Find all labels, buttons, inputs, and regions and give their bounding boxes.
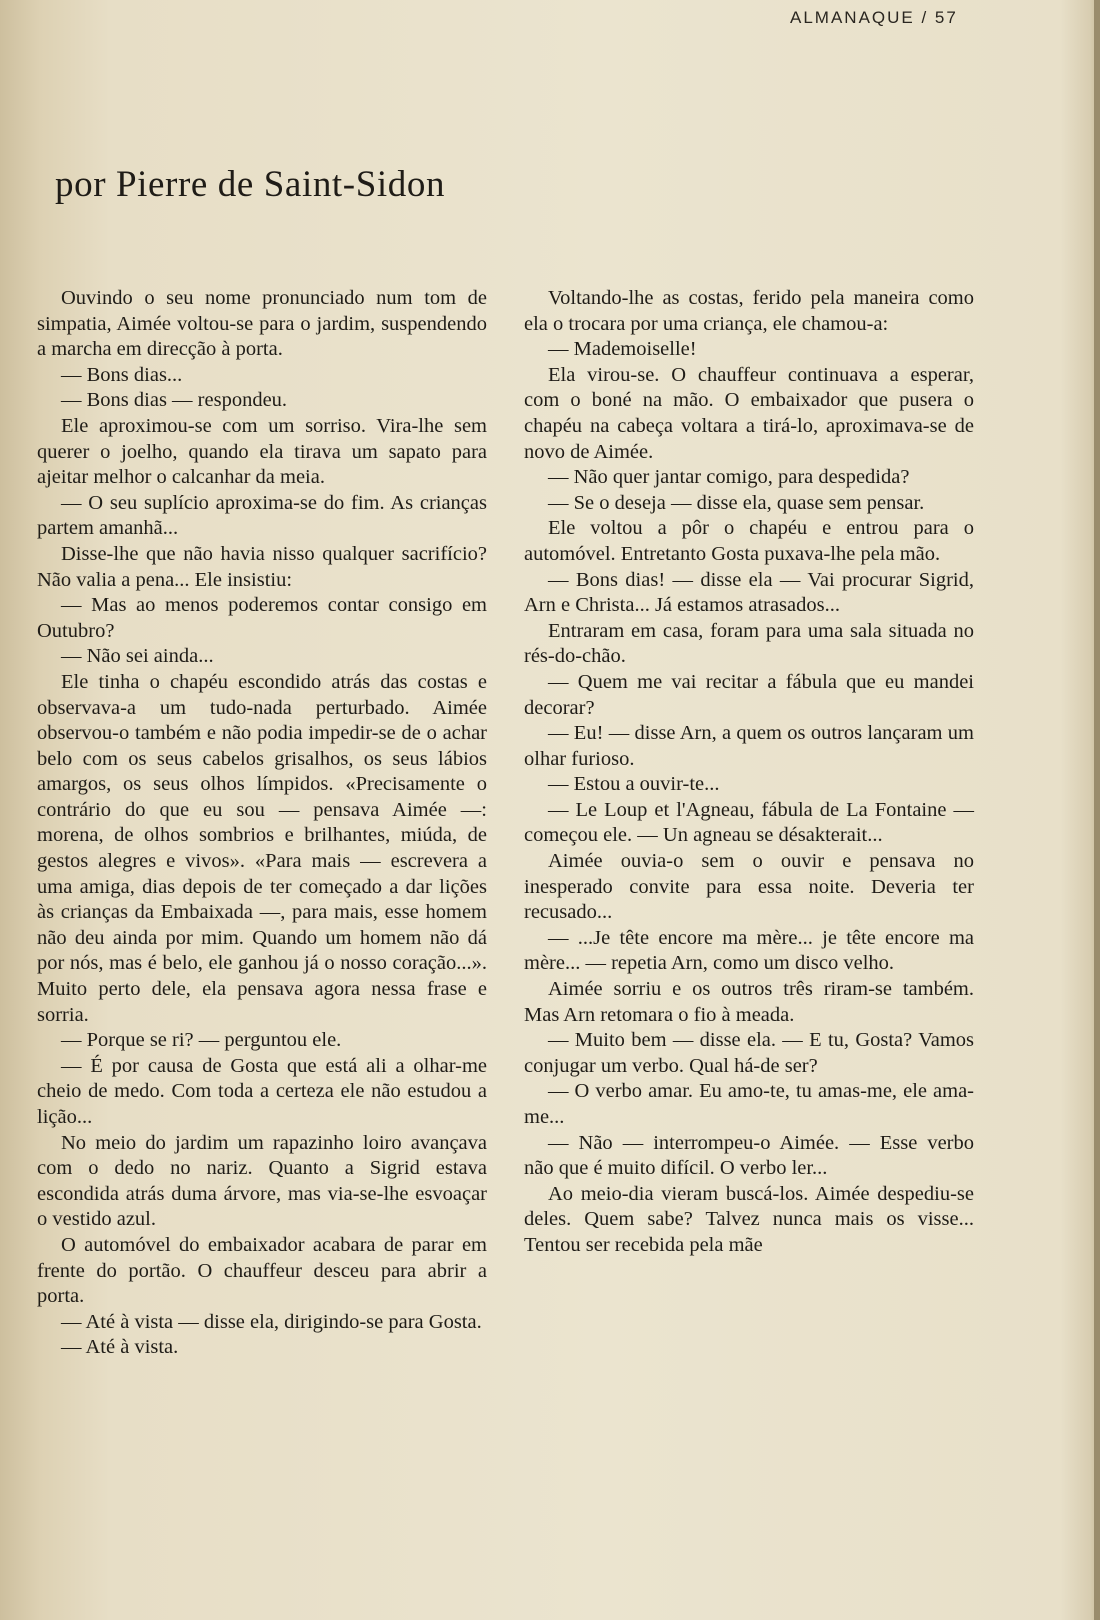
paragraph: — Estou a ouvir-te... [548, 773, 720, 796]
paragraph: — Eu! — disse Arn, a quem os outros lançaram um olhar furioso. [524, 722, 974, 770]
paragraph: — Até à vista. [61, 1336, 179, 1359]
page-edge [1094, 0, 1100, 1620]
byline-title: por Pierre de Saint-Sidon [55, 164, 446, 205]
paragraph: Voltando-lhe as costas, ferido pela maneira como ela o trocara por uma criança, ele chamou-a: [524, 287, 974, 335]
paragraph: — Mas ao menos poderemos contar consigo em Outubro? [37, 594, 487, 642]
paragraph: — Bons dias... [61, 363, 183, 386]
paragraph: — Se o deseja — disse ela, quase sem pensar. [548, 491, 925, 514]
running-header [790, 8, 990, 28]
right-column [524, 286, 974, 1259]
paragraph: — Mademoiselle! [548, 338, 697, 361]
paragraph: — Muito bem — disse ela. — E tu, Gosta? Vamos conjugar um verbo. Qual há-de ser? [524, 1029, 974, 1077]
paragraph: Disse-lhe que não havia nisso qualquer sacrifício? Não valia a pena... Ele insistiu: [37, 542, 487, 591]
paragraph: Ela virou-se. O chauffeur continuava a esperar, com o boné na mão. O embaixador que pusera o chapéu na cabeça voltara a tirá-lo, aproximava-se de novo de Aimée. [524, 363, 974, 463]
paragraph: — Não quer jantar comigo, para despedida? [548, 466, 910, 489]
paragraph: — Até à vista — disse ela, dirigindo-se para Gosta. [61, 1310, 482, 1333]
paragraph: — Não sei ainda... [61, 645, 214, 668]
paragraph: Entraram em casa, foram para uma sala situada no rés-do-chão. [524, 619, 974, 668]
paragraph: Ele aproximou-se com um sorriso. Vira-lhe sem querer o joelho, quando ela tirava um sapato para ajeitar melhor o calcanhar da meia. [37, 414, 487, 489]
paragraph: — Bons dias! — disse ela — Vai procurar Sigrid, Arn e Christa... Já estamos atrasados... [524, 568, 974, 617]
paragraph: Aimée sorriu e os outros três riram-se também. Mas Arn retomara o fio à meada. [524, 978, 974, 1026]
paragraph: — Le Loup et l'Agneau, fábula de La Fontaine — começou ele. — Un agneau se désakterait... [524, 798, 974, 847]
paragraph: Aimée ouvia-o sem o ouvir e pensava no inesperado convite para essa noite. Deveria ter recusado... [524, 850, 974, 924]
paragraph: No meio do jardim um rapazinho loiro avançava com o dedo no nariz. Quanto a Sigrid estava escondida atrás duma árvore, mas via-se-lhe esvoaçar o vestido azul. [37, 1131, 487, 1231]
paragraph: — Porque se ri? — perguntou ele. [61, 1029, 342, 1052]
paragraph: Ele voltou a pôr o chapéu e entrou para o automóvel. Entretanto Gosta puxava-lhe pela mão. [524, 517, 974, 565]
paragraph: Ouvindo o seu nome pronunciado num tom de simpatia, Aimée voltou-se para o jardim, suspendendo a marcha em direcção à porta. [37, 287, 487, 361]
paragraph: O automóvel do embaixador acabara de parar em frente do portão. O chauffeur desceu para abrir a porta. [37, 1233, 487, 1308]
paragraph: — Não — interrompeu-o Aimée. — Esse verbo não que é muito difícil. O verbo ler... [524, 1131, 974, 1180]
left-column [37, 286, 487, 1361]
paragraph: Ao meio-dia vieram buscá-los. Aimée despediu-se deles. Quem sabe? Talvez nunca mais os visse... Tentou ser recebida pela mãe [524, 1182, 974, 1256]
paragraph: — É por causa de Gosta que está ali a olhar-me cheio de medo. Com toda a certeza ele não estudou a lição... [37, 1054, 487, 1128]
paragraph: — O seu suplício aproxima-se do fim. As crianças partem amanhã... [37, 491, 487, 540]
paragraph: — Quem me vai recitar a fábula que eu mandei decorar? [524, 670, 974, 719]
paragraph: — Bons dias — respondeu. [61, 389, 288, 412]
paragraph: Ele tinha o chapéu escondido atrás das costas e observava-a um tudo-nada perturbado. Aimée observou-o também e não podia impedir-se de o achar belo com os seus cabelos grisalhos, os seus lábios amargos, os seus olhos límpidos. «Precisamente o contrário do que eu sou — pensava Aimée —: morena, de olhos sombrios e brilhantes, miúda, de gestos alegres e vivos». «Para mais — escrevera a uma amiga, dias depois de ter começado a dar lições às crianças da Embaixada —, para mais, esse homem não deu ainda por mim. Quando um homem não dá por nós, mas é belo, ele ganhou já o nosso coração...». Muito perto dele, ela pensava agora nessa frase e sorria. [37, 670, 487, 1026]
paragraph: — O verbo amar. Eu amo-te, tu amas-me, ele ama-me... [524, 1080, 974, 1128]
paragraph: — ...Je tête encore ma mère... je tête encore ma mère... — repetia Arn, como um disco velho. [524, 926, 974, 975]
header-text: ALMANAQUE / 57 [790, 8, 958, 27]
